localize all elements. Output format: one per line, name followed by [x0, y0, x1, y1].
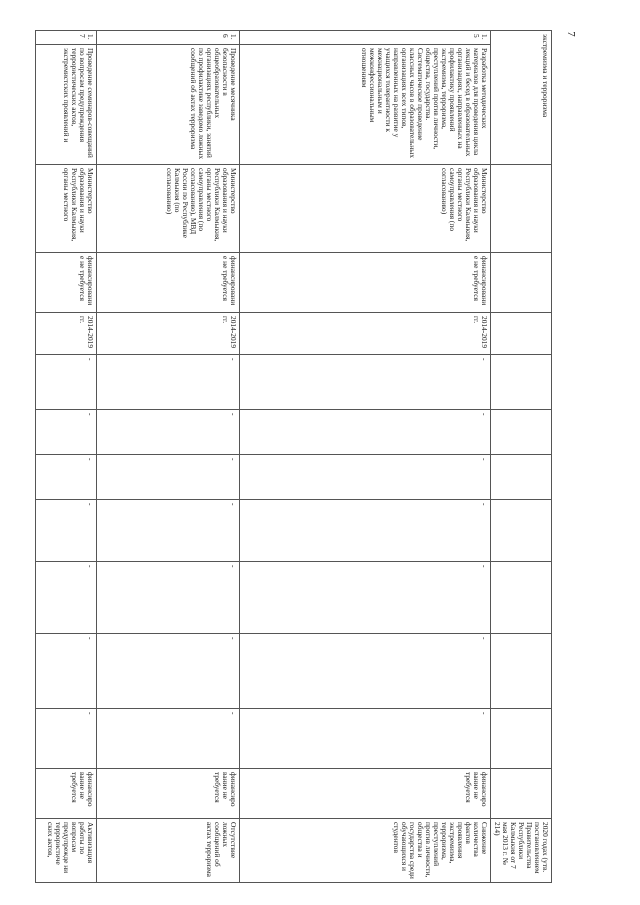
funding-note: финансиро вание не требуется: [97, 769, 240, 819]
value-cell: -: [97, 500, 240, 562]
funding-source: финансировани е не требуется: [97, 253, 240, 313]
executor: Министерство образования и науки Республики Калмыкия, органы местного самоуправления (по согласованию): [240, 165, 491, 253]
funding-source: финансировани е не требуется: [240, 253, 491, 313]
continuation-right-cell: 2020 годах (утв. постановлением Правительства Республики Калмыкия от 7 мая 2013 г. № 214): [491, 819, 552, 883]
document-sheet: [46, 30, 552, 882]
value-cell: -: [240, 355, 491, 410]
value-cell: -: [36, 500, 97, 562]
expected-result: Активизация работы по вопросам предупрежде ни террористиче ских актов,: [36, 819, 97, 883]
value-cell: -: [97, 455, 240, 500]
table-row: [36, 31, 97, 883]
period: 2014-2019 гг.: [97, 313, 240, 355]
value-cell: -: [36, 709, 97, 769]
value-cell: -: [97, 410, 240, 455]
value-cell: -: [240, 410, 491, 455]
value-cell: -: [240, 709, 491, 769]
funding-source: финансировани е не требуется: [36, 253, 97, 313]
continuation-left-cell: экстремизма и терроризма: [491, 31, 552, 165]
value-cell: -: [36, 410, 97, 455]
value-cell: -: [97, 562, 240, 634]
activity-name: Проведение семинаров-совещаний по вопросам предупреждения террористических актов, экстремистских проявлений и: [36, 45, 97, 165]
value-cell: -: [36, 562, 97, 634]
value-cell: -: [240, 634, 491, 709]
executor: Министерство образования и науки Республики Калмыкия, органы местного самоуправления (по согласованию), МВД России по Республике Калмыкия (по согласованию): [97, 165, 240, 253]
row-number: 1.7: [36, 31, 97, 45]
rotated-landscape-page: [46, 30, 552, 882]
value-cell: -: [240, 562, 491, 634]
expected-result: Отсутствие ложных сообщений об актах терроризма: [97, 819, 240, 883]
program-activities-table: [35, 30, 552, 883]
period: 2014-2019 гг.: [36, 313, 97, 355]
value-cell: -: [97, 709, 240, 769]
table-row: [240, 31, 491, 883]
table-row-continuation: [491, 31, 552, 883]
value-cell: -: [36, 634, 97, 709]
period: 2014-2019 гг.: [240, 313, 491, 355]
activity-name: Проведение месячника безопасности в общеобразовательных организациях республики, занятий по профилактике заведомо ложных сообщений об актах терроризма: [97, 45, 240, 165]
value-cell: -: [36, 355, 97, 410]
row-number: 1.6: [97, 31, 240, 45]
activity-name: Разработка методических материалов для проведения цикла лекций и бесед в образовательных организациях, направленных на профилактику проявлений экстремизма, терроризма, преступлений против личности, общества, государства. Систематическое проведение классных часов в образовательных организациях всех типов, направленных на развитие у учащихся толерантности к межнациональным и межконфессиональным отношениям: [240, 45, 491, 165]
funding-note: финансиро вание не требуется: [36, 769, 97, 819]
value-cell: -: [36, 455, 97, 500]
expected-result: Снижение количества фактов проявления экстремизма, терроризма, преступлений против личности, общества и государства среди обучающихся и студентов: [240, 819, 491, 883]
page-number: 7: [564, 31, 577, 37]
executor: Министерство образования и науки Республики Калмыкия, органы местного: [36, 165, 97, 253]
value-cell: -: [240, 455, 491, 500]
value-cell: -: [97, 355, 240, 410]
row-number: 1.5: [240, 31, 491, 45]
value-cell: -: [240, 500, 491, 562]
table-row: [97, 31, 240, 883]
value-cell: -: [97, 634, 240, 709]
funding-note: финансиро вание не требуется: [240, 769, 491, 819]
